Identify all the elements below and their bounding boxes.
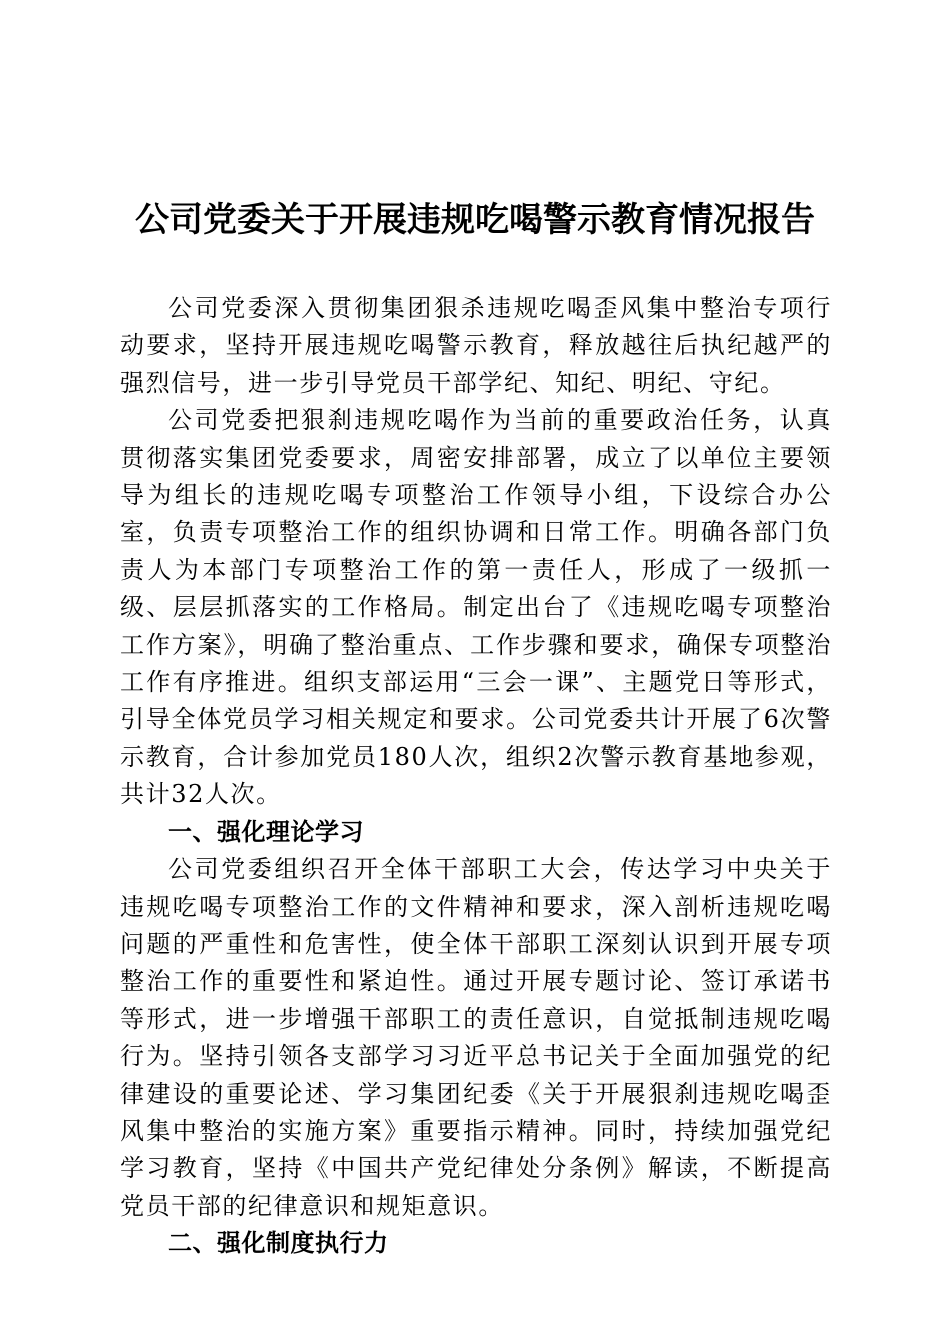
document-title: 公司党委关于开展违规吃喝警示教育情况报告 xyxy=(135,200,815,240)
theory-study-paragraph: 公司党委组织召开全体干部职工大会，传达学习中央关于违规吃喝专项整治工作的文件精神和要求，深入剖析违规吃喝问题的严重性和危害性，使全体干部职工深刻认识到开展专项整治工作的重要性和紧迫性。通过开展专题讨论、签订承诺书等形式，进一步增强干部职工的责任意识，自觉抵制违规吃喝行为。坚持引领各支部学习习近平总书记关于全面加强党的纪律建设的重要论述、学习集团纪委《关于开展狠刹违规吃喝歪风集中整治的实施方案》重要指示精神。同时，持续加强党纪学习教育，坚持《中国共产党纪律处分条例》解读，不断提高党员干部的纪律意识和规矩意识。 xyxy=(120,855,832,1220)
section-heading-system-execution: 二、强化制度执行力 xyxy=(168,1229,389,1258)
document-body xyxy=(120,290,832,1263)
intro-paragraph: 公司党委深入贯彻集团狠杀违规吃喝歪风集中整治专项行动要求，坚持开展违规吃喝警示教育，释放越往后执纪越严的强烈信号，进一步引导党员干部学纪、知纪、明纪、守纪。 xyxy=(120,294,832,397)
organization-paragraph: 公司党委把狠刹违规吃喝作为当前的重要政治任务，认真贯彻落实集团党委要求，周密安排部署，成立了以单位主要领导为组长的违规吃喝专项整治工作领导小组，下设综合办公室，负责专项整治工作的组织协调和日常工作。明确各部门负责人为本部门专项整治工作的第一责任人，形成了一级抓一级、层层抓落实的工作格局。制定出台了《违规吃喝专项整治工作方案》，明确了整治重点、工作步骤和要求，确保专项整治工作有序推进。组织支部运用“三会一课”、主题党日等形式，引导全体党员学习相关规定和要求。公司党委共计开展了6次警示教育，合计参加党员180人次，组织2次警示教育基地参观，共计32人次。 xyxy=(120,406,832,809)
section-heading-theory-study: 一、强化理论学习 xyxy=(168,817,364,846)
